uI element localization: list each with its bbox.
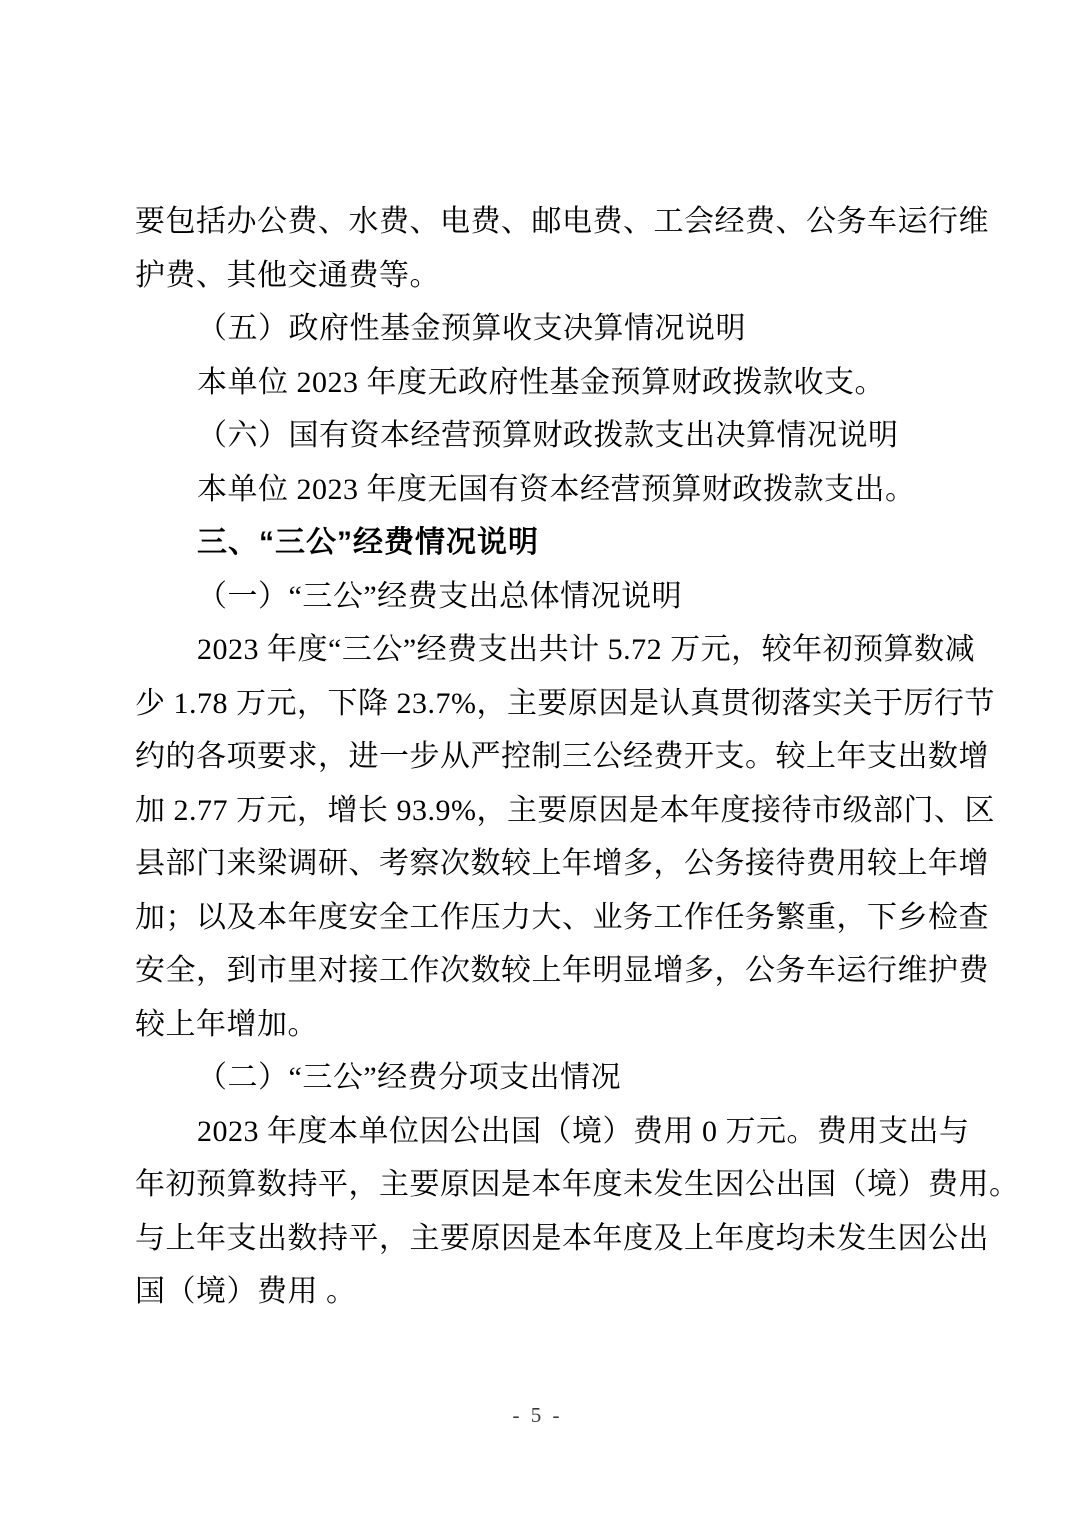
body-text-line: 国（境）费用 。 — [135, 1275, 357, 1308]
body-text-line: 加 2.77 万元，增长 93.9%，主要原因是本年度接待市级部门、区 — [135, 793, 995, 827]
subsection-heading: （五）政府性基金预算收支决算情况说明 — [197, 312, 746, 345]
body-text-line: 2023 年度本单位因公出国（境）费用 0 万元。费用支出与 — [197, 1114, 970, 1148]
subsection-heading: （一）“三公”经费支出总体情况说明 — [197, 579, 683, 613]
body-text-line: 要包括办公费、水费、电费、邮电费、工会经费、公务车运行维 — [135, 205, 989, 238]
subsection-heading: （六）国有资本经营预算财政拨款支出决算情况说明 — [197, 419, 899, 452]
body-text-line: 安全，到市里对接工作次数较上年明显增多，公务车运行维护费 — [135, 954, 989, 987]
body-text-line: 护费、其他交通费等。 — [135, 258, 440, 292]
body-text-line: 加；以及本年度安全工作压力大、业务工作任务繁重，下乡检查 — [135, 900, 989, 934]
body-text-line: 约的各项要求，进一步从严控制三公经费开支。较上年支出数增 — [135, 740, 989, 773]
body-text-line: 与上年支出数持平，主要原因是本年度及上年度均未发生因公出 — [135, 1221, 989, 1255]
body-text-line: 本单位 2023 年度无政府性基金预算财政拨款收支。 — [197, 365, 885, 399]
body-text-line: 少 1.78 万元，下降 23.7%，主要原因是认真贯彻落实关于厉行节 — [135, 686, 995, 720]
body-text-line: 2023 年度“三公”经费支出共计 5.72 万元，较年初预算数减 — [197, 633, 976, 666]
body-text-line: 本单位 2023 年度无国有资本经营预算财政拨款支出。 — [197, 472, 916, 506]
page-footer — [0, 1403, 1075, 1428]
document-body — [135, 195, 1020, 1319]
body-text-line: 较上年增加。 — [135, 1007, 318, 1041]
body-text-line: 年初预算数持平，主要原因是本年度未发生因公出国（境）费用。 — [135, 1168, 1020, 1201]
page-number: - 5 - — [512, 1403, 563, 1427]
section-heading: 三、“三公”经费情况说明 — [197, 526, 539, 559]
body-text-line: 县部门来梁调研、考察次数较上年增多，公务接待费用较上年增 — [135, 847, 989, 880]
subsection-heading: （二）“三公”经费分项支出情况 — [197, 1061, 622, 1094]
